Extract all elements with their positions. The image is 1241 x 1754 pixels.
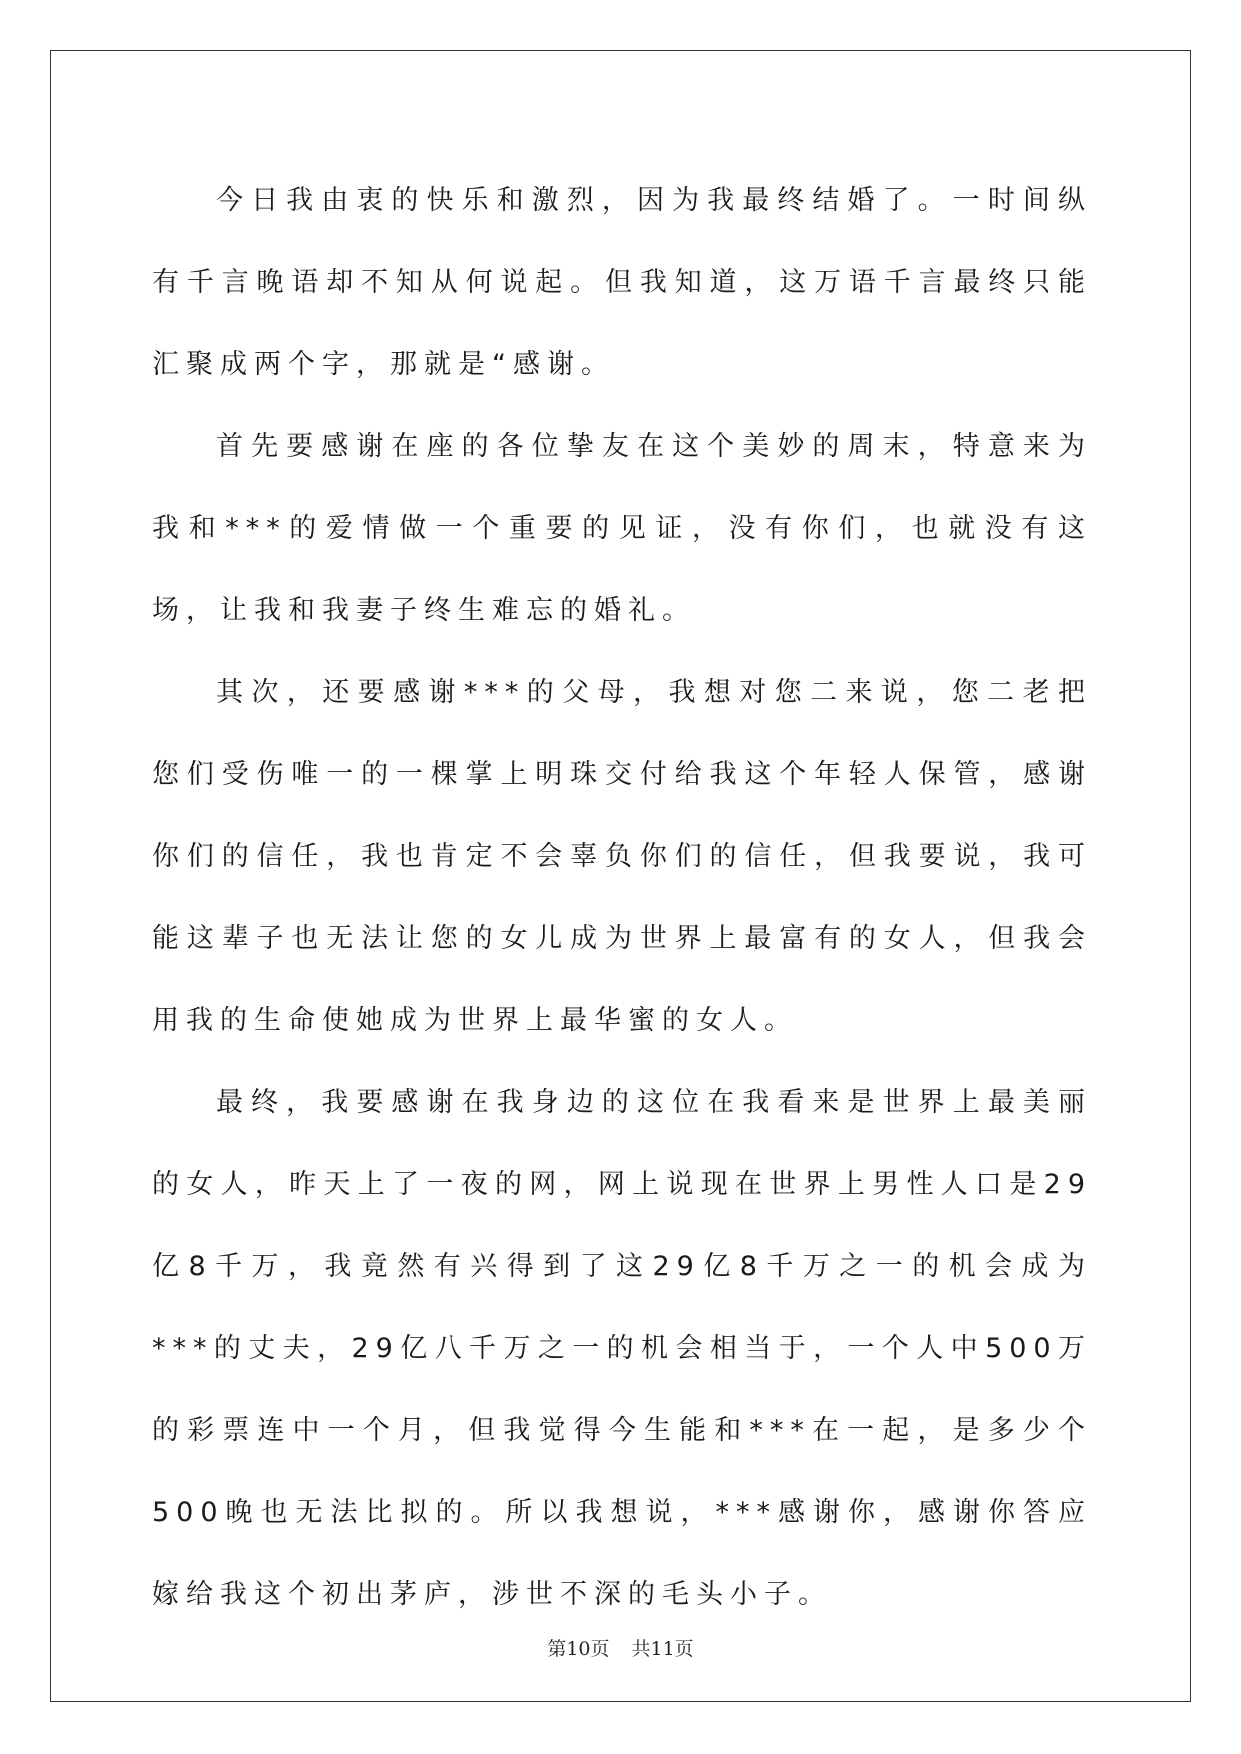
paragraph-3: 其次，还要感谢***的父母，我想对您二来说，您二老把您们受伤唯一的一棵掌上明珠交付给我这个年轻人保管，感谢你们的信任，我也肯定不会辜负你们的信任，但我要说，我可能这辈子也无法让您的女儿成为世界上最富有的女人，但我会用我的生命使她成为世界上最华蜜的女人。 <box>152 677 1092 1036</box>
page-number-total: 共11页 <box>631 1638 694 1660</box>
document-body <box>152 160 1092 1636</box>
page-footer <box>0 1634 1241 1661</box>
paragraph-4: 最终，我要感谢在我身边的这位在我看来是世界上最美丽的女人，昨天上了一夜的网，网上说现在世界上男性人口是29亿8千万，我竟然有兴得到了这29亿8千万之一的机会成为***的丈夫，29亿八千万之一的机会相当于，一个人中500万的彩票连中一个月，但我觉得今生能和***在一起，是多少个500晚也无法比拟的。所以我想说，***感谢你，感谢你答应嫁给我这个初出茅庐，涉世不深的毛头小子。 <box>152 1087 1092 1610</box>
paragraph-1: 今日我由衷的快乐和激烈，因为我最终结婚了。一时间纵有千言晚语却不知从何说起。但我知道，这万语千言最终只能汇聚成两个字，那就是“感谢。 <box>152 185 1092 380</box>
page-number-current: 第10页 <box>547 1638 610 1660</box>
paragraph-2: 首先要感谢在座的各位挚友在这个美妙的周末，特意来为我和***的爱情做一个重要的见证，没有你们，也就没有这场，让我和我妻子终生难忘的婚礼。 <box>152 431 1092 626</box>
